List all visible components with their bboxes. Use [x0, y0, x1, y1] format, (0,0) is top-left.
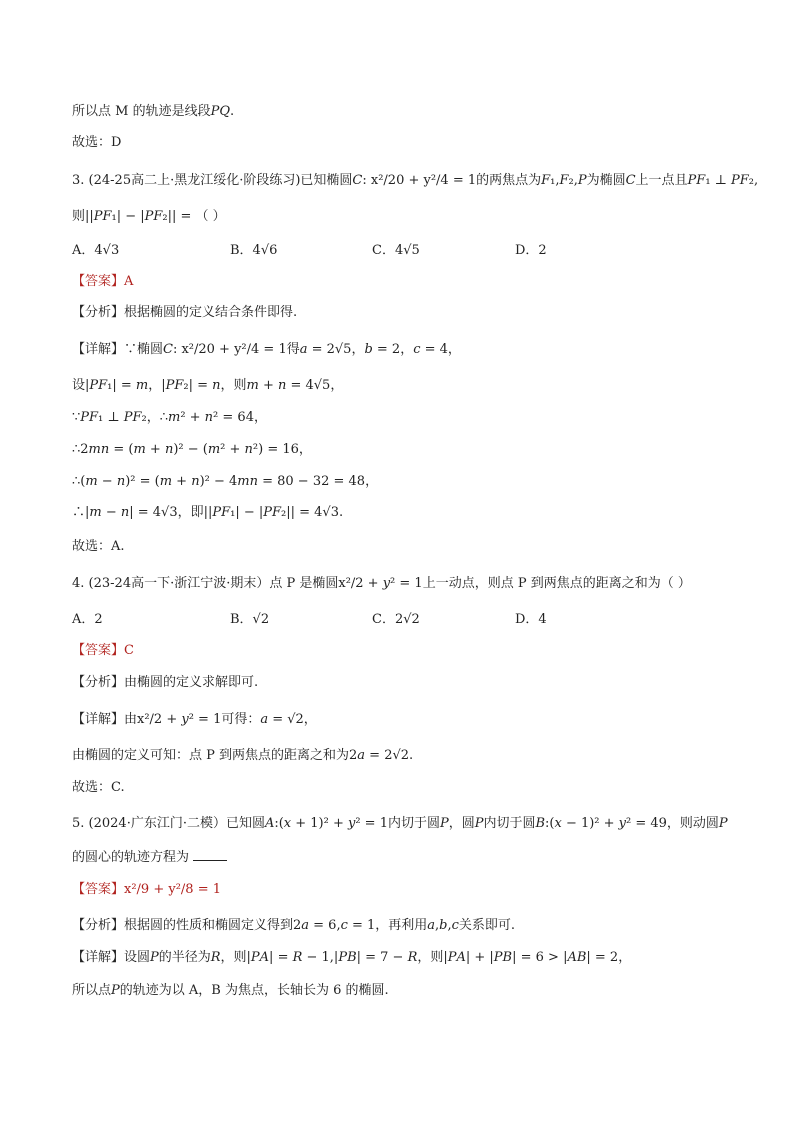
question-3-detail-1: 【详解】∵椭圆𝐶: x²/20 + y²/4 = 1得𝑎 = 2√5，𝑏 = 2，𝑐 = 4， [72, 342, 461, 357]
question-5-stem-text: 的圆心的轨迹方程为 [72, 850, 190, 865]
question-3-detail-3: ∵𝑃𝐹₁ ⊥ 𝑃𝐹₂，∴𝑚² + 𝑛² = 64， [72, 410, 267, 425]
question-4-answer: 【答案】C [72, 643, 134, 658]
question-4-option-a: A．2 [72, 612, 103, 627]
question-3-analysis: 【分析】根据椭圆的定义结合条件即得. [72, 305, 298, 320]
question-4-detail-2: 由椭圆的定义可知：点 P 到两焦点的距离之和为2𝑎 = 2√2. [72, 748, 414, 763]
question-4-option-b: B．√2 [230, 612, 270, 627]
question-5-stem-cont [72, 846, 231, 868]
question-5-answer: 【答案】x²/9 + y²/8 = 1 [72, 882, 221, 897]
question-3-option-a: A．4√3 [72, 243, 120, 258]
question-3-stem: 3. (24-25高二上·黑龙江绥化·阶段练习)已知椭圆𝐶: x²/20 + y²/4 = 1的两焦点为𝐹₁,𝐹₂,𝑃为椭圆𝐶上一点且𝑃𝐹₁ ⊥ 𝑃𝐹₂, [72, 173, 759, 188]
question-5-stem: 5. (2024·广东江门·二模）已知圆𝐴:(𝑥 + 1)² + 𝑦² = 1内切于圆𝑃，圆𝑃内切于圆𝐵:(𝑥 − 1)² + 𝑦² = 49，则动圆𝑃 [72, 816, 728, 831]
question-3-detail-2: 设|𝑃𝐹₁| = 𝑚，|𝑃𝐹₂| = 𝑛，则𝑚 + 𝑛 = 4√5， [72, 378, 344, 393]
question-3-detail-5: ∴(𝑚 − 𝑛)² = (𝑚 + 𝑛)² − 4𝑚𝑛 = 80 − 32 = 48， [72, 474, 379, 489]
question-4-detail-1: 【详解】由x²/2 + 𝑦² = 1可得：𝑎 = √2， [72, 712, 317, 727]
question-3-option-b: B．4√6 [230, 243, 278, 258]
question-3-detail-4: ∴2𝑚𝑛 = (𝑚 + 𝑛)² − (𝑚² + 𝑛²) = 16， [72, 442, 312, 457]
line-choice-d: 故选：D [72, 135, 122, 150]
question-3-stem-cont: 则||𝑃𝐹₁| − |𝑃𝐹₂|| = （ ） [72, 209, 226, 224]
question-5-detail-1: 【详解】设圆𝑃的半径为𝑅，则|𝑃𝐴| = 𝑅 − 1,|𝑃𝐵| = 7 − 𝑅，则|𝑃𝐴| + |𝑃𝐵| = 6 > |𝐴𝐵| = 2， [72, 950, 632, 965]
question-3-detail-6: ∴|𝑚 − 𝑛| = 4√3，即||𝑃𝐹₁| − |𝑃𝐹₂|| = 4√3. [72, 505, 344, 520]
question-5-detail-2: 所以点𝑃的轨迹为以 A，B 为焦点，长轴长为 6 的椭圆. [72, 983, 389, 998]
question-3-option-c: C．4√5 [372, 243, 420, 258]
question-3-answer: 【答案】A [72, 274, 134, 289]
line-trajectory-conclusion: 所以点 M 的轨迹是线段𝑃𝑄. [72, 104, 235, 119]
question-3-option-d: D．2 [515, 243, 547, 258]
question-3-choice: 故选：A. [72, 539, 125, 554]
question-4-analysis: 【分析】由椭圆的定义求解即可. [72, 675, 259, 690]
question-4-option-c: C．2√2 [372, 612, 420, 627]
question-4-option-d: D．4 [515, 612, 547, 627]
question-5-analysis: 【分析】根据圆的性质和椭圆定义得到2𝑎 = 6,𝑐 = 1，再利用𝑎,𝑏,𝑐关系即可. [72, 918, 516, 933]
question-4-stem: 4. (23-24高一下·浙江宁波·期末）点 P 是椭圆x²/2 + 𝑦² = 1上一动点，则点 P 到两焦点的距离之和为（ ） [72, 576, 691, 591]
answer-blank [193, 846, 227, 861]
question-4-choice: 故选：C. [72, 780, 125, 795]
